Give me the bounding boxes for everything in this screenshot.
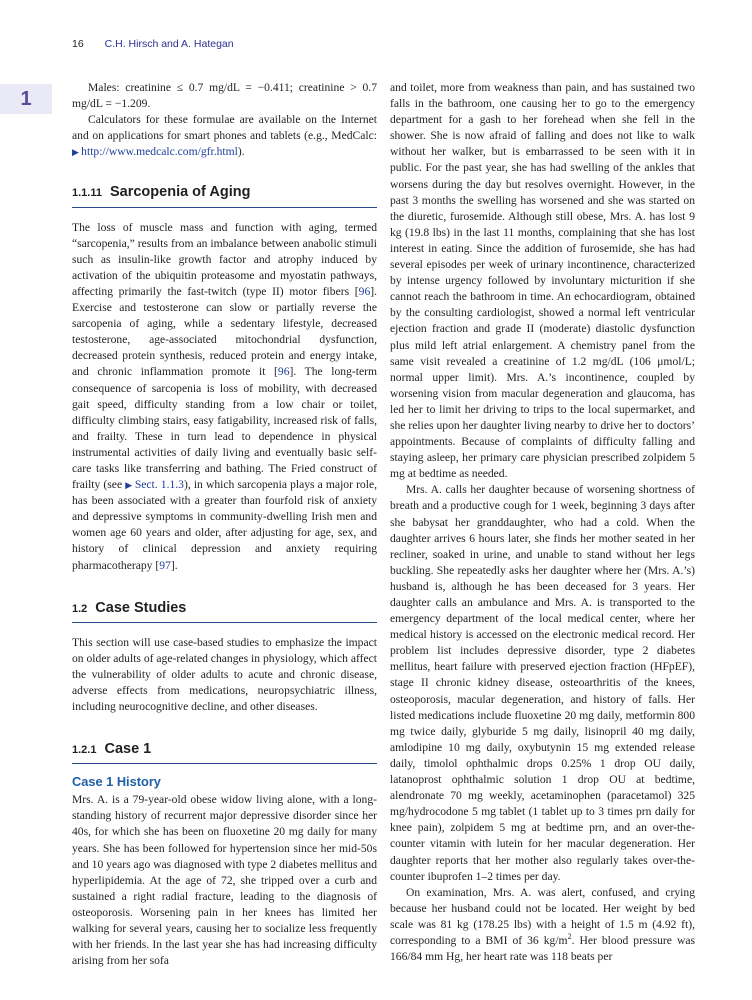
section-number: 1.2 [72,602,88,615]
paragraph-text: On examination, Mrs. A. was alert, confused, and crying because her husband could not be located. Her weight by bed scale was 81 kg (178.25 lbs) with a height of 1.5 m (4.92 ft), corresponding to a BMI of 36 kg/m [390,885,695,947]
calculators-text-after: ). [237,145,245,159]
paragraph-text: ]. [170,558,178,572]
examination-paragraph [390,885,695,965]
citation-link[interactable]: 96 [277,365,290,379]
paragraph-text: . Her blood pressure was 166/84 mm Hg, her heart rate was 118 beats per [390,933,695,964]
daughter-call-paragraph: Mrs. A. calls her daughter because of worsening shortness of breath and a productive cough for 1 week, beginning 3 days after she babysat her granddaughter, who had a cold. When the daughter arrives 6 hours later, she finds her mother seated in her recliner, soaked in urine, and unable to stand without her legs buckling. She repeatedly asks her daughter where her (Mrs. A.’s) husband is, although he has been deceased for 3 years. Her daughter calls an ambulance and Mrs. A. is transported to the emergency department of the local medical center, where her medical history is accessed on the electronic medical record. Her problem list includes depressive disorder, type 2 diabetes mellitus, heart failure with preserved ejection fraction (HFpEF), stage II chronic kidney disease, osteoarthritis of the knees, osteoporosis, macular degeneration, and history of falls. Her listed medications include fluoxetine 20 mg daily, metformin 800 mg twice daily, glyburide 5 mg daily, lisinopril 40 mg daily, amlodipine 10 mg daily, oxybutynin 15 mg extended release daily, timolol ophthalmic drops 0.25% 1 drop OU daily, latanoprost ophthalmic solution 1 drop OU at bedtime, alendronate 70 mg weekly, acetaminophen (paracetamol) 325 mg/hydrocodone 5 mg tablet (1 tablet up to 3 times prn daily for knee pain), zolpidem 5 mg at bedtime prn, and an over-the-counter vitamin with lutein for her macular degeneration. Her daughter reports that her mother also regularly takes over-the-counter ibuprofen 1–2 times per day. [390,483,695,883]
running-header-authors: C.H. Hirsch and A. Hategan [104,38,234,50]
case-studies-paragraph: This section will use case-based studies to emphasize the impact on older adults of age-related changes in physiology, which affect the vulnerability of older adults to acute and chronic disease, adverse effects from medications, neuropsychiatric illness, including neurocognitive decline, and other diseases. [72,635,377,714]
males-formula-paragraph: Males: creatinine ≤ 0.7 mg/dL = −0.411; creatinine > 0.7 mg/dL = −1.209. [72,81,377,111]
right-column [390,80,695,965]
running-header [72,36,234,52]
paragraph-text: ]. The long-term consequence of sarcopenia is loss of mobility, with decreased gait speed, difficulty standing from a low chair or toilet, difficulty climbing stairs, easy fatigability, increased risk of falls, and frailty. These in turn lead to dependence in physical instrumental activities of daily living and eventually basic self-care tasks like transferring and bathing. The Fried construct of frailty (see [72,365,377,492]
medcalc-link[interactable]: http://www.medcalc.com/gfr.html [81,145,238,159]
sarcopenia-paragraph [72,220,377,574]
paragraph-text: ]. Exercise and testosterone can slow or partially reverse the sarcopenia of aging, while a sedentary lifestyle, decreased testosterone, age-associated mitochondrial dysfunction, decreased protein synthesis, reduced protein and energy intake, and chronic inflammation promote it [ [72,284,377,379]
section-title: Sarcopenia of Aging [109,184,251,201]
paragraph-text: ), in which sarcopenia plays a major role, has been associated with a greater than fourfold risk of anxiety and depressive symptoms in community-dwelling Irish men and women age 60 years and older, after adjusting for age, sex, and history of clinical depression and anxiety requiring pharmacotherapy [ [72,478,377,572]
calculators-paragraph [72,112,377,160]
section-title: Case 1 [104,741,152,758]
section-heading-case-studies [72,600,377,623]
link-arrow-icon: ▶ [125,480,135,491]
paragraph-text: The loss of muscle mass and function with aging, termed “sarcopenia,” results from an imbalance between anabolic stimuli such as insulin-like growth factor and atrophy induced by activation of the ubiquitin proteasome and myostatin pathways, affecting primarily the fast-twitch (type II) motor fibers [ [72,220,377,298]
calculators-text-before: Calculators for these formulae are available on the Internet and on applications for smart phones and tablets (e.g., MedCalc: [72,113,377,143]
section-cross-reference-link[interactable]: Sect. 1.1.3 [134,478,184,492]
section-heading-sarcopenia [72,184,377,207]
chapter-tab: 1 [0,84,52,114]
case-1-history-continuation-paragraph: and toilet, more from weakness than pain, and has sustained two falls in the bathroom, one causing her to go to the emergency department for a gash to her forehead when she fell in the shower. She is now afraid of falling and does not like to walk without her walker, but is embarrassed to be seen with it in public. For the past year, she has had swelling of the ankles that worsens during the day but resolves overnight. However, in the past 3 months the swelling has worsened and she was started on the diuretic, furosemide. Although still obese, Mrs. A. has lost 9 kg (19.8 lbs) in the last 11 months, complaining that she has lost interest in eating. Since the addition of furosemide, she has had several episodes per week of urinary incontinence, characterized by intense urgency followed by involuntary micturition if she cannot reach the bathroom in time. An echocardiogram, obtained by the consulting cardiologist, showed a normal left ventricular ejection fraction and grade II (moderate) diastolic dysfunction plus mild left atrial enlargement. A chemistry panel from the same visit revealed a creatinine of 1.2 mg/dL (106 μmol/L; normal upper limit). Mrs. A.’s incontinence, coupled by worsening vision from macular degeneration and glaucoma, has led her to limit her driving to trips to the local supermarket, and she relies upon her daughter living nearby to drive her to doctors’ appointments. Because of complaints of difficulty falling and staying asleep, her primary care physician prescribed zolpidem 5 mg at bedtime as needed. [390,81,695,481]
section-number: 1.2.1 [72,744,97,757]
section-title: Case Studies [95,599,187,616]
page-number: 16 [72,38,84,50]
link-arrow-icon: ▶ [72,147,82,158]
case-1-history-paragraph: Mrs. A. is a 79-year-old obese widow living alone, with a long-standing history of recurrent major depressive disorder since her 40s, for which she has been on fluoxetine 20 mg daily for many years. She has been followed for hypertension since her mid-50s and 10 years ago was diagnosed with type 2 diabetes mellitus and hyperlipidemia. At the age of 72, she tripped over a curb and sustained a right radial fracture, leading to the diagnosis of osteoporosis. Worsening pain in her knees has limited her walking for several years, causing her to socialize less frequently with her friends. In the last year she has had increasing difficulty arising from her sofa [72,793,377,968]
superscript: 2 [567,932,572,942]
subsection-heading-case-1-history: Case 1 History [72,774,161,790]
citation-link[interactable]: 96 [358,284,371,298]
citation-link[interactable]: 97 [159,558,171,572]
section-number: 1.1.11 [72,187,102,200]
left-column [72,80,377,969]
section-heading-case-1 [72,741,377,764]
